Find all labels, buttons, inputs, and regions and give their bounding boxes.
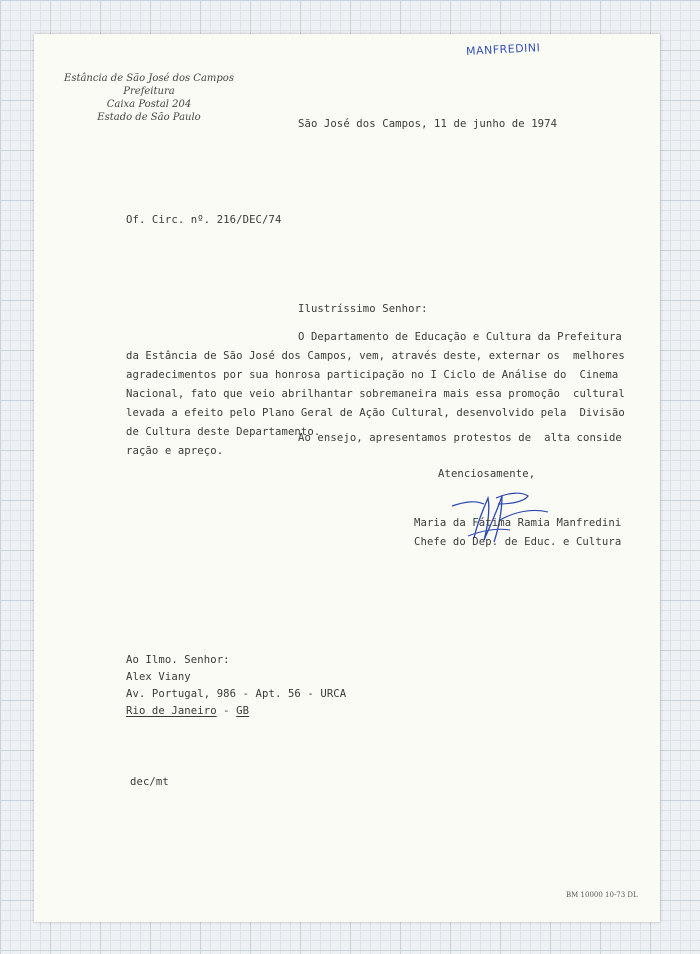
recipient-name: Alex Viany — [126, 671, 191, 683]
address-state: GB — [236, 705, 250, 717]
address-city-line — [126, 702, 249, 721]
body-line: levada a efeito pelo Plano Geral de Ação Cultural, desenvolvido pela Divisão — [126, 407, 625, 419]
signatory-title: Chefe do Dep. de Educ. e Cultura — [414, 536, 622, 548]
letterhead-line: Caixa Postal 204 — [106, 99, 192, 110]
signatory-name: Maria da Fátima Ramia Manfredini — [414, 517, 622, 529]
closing-line: ração e apreço. — [126, 445, 224, 457]
form-code: BM 10000 10-73 DL — [566, 891, 638, 899]
letterhead — [64, 72, 234, 124]
address-line: Av. Portugal, 986 - Apt. 56 - URCA — [126, 688, 347, 700]
valediction: Atenciosamente, — [438, 468, 536, 480]
closing-line: Ao ensejo, apresentamos protestos de alta conside — [298, 432, 622, 444]
reference-number: Of. Circ. nº. 216/DEC/74 — [126, 214, 282, 226]
letter-page — [34, 34, 660, 922]
letterhead-line: Estado de São Paulo — [97, 112, 201, 123]
body-line: agradecimentos por sua honrosa participação no I Ciclo de Análise do Cinema — [126, 369, 619, 381]
letterhead-line: Estância de São José dos Campos — [64, 73, 234, 84]
handwritten-note: MANFREDINI — [465, 41, 541, 58]
address-city: Rio de Janeiro — [126, 705, 217, 717]
address-line: Ao Ilmo. Senhor: — [126, 654, 230, 666]
date-line: São José dos Campos, 11 de junho de 1974 — [298, 118, 558, 130]
letterhead-line: Prefeitura — [123, 86, 175, 97]
body-line: de Cultura deste Departamento. — [126, 426, 321, 438]
typist-initials: dec/mt — [130, 776, 169, 788]
body-line: Nacional, fato que veio abrilhantar sobremaneira mais essa promoção cultural — [126, 388, 625, 400]
body-line: da Estância de São José dos Campos, vem, através deste, externar os melhores — [126, 350, 625, 362]
address-separator: - — [216, 705, 237, 717]
body-line: O Departamento de Educação e Cultura da Prefeitura — [298, 331, 622, 343]
salutation: Ilustríssimo Senhor: — [298, 303, 428, 315]
